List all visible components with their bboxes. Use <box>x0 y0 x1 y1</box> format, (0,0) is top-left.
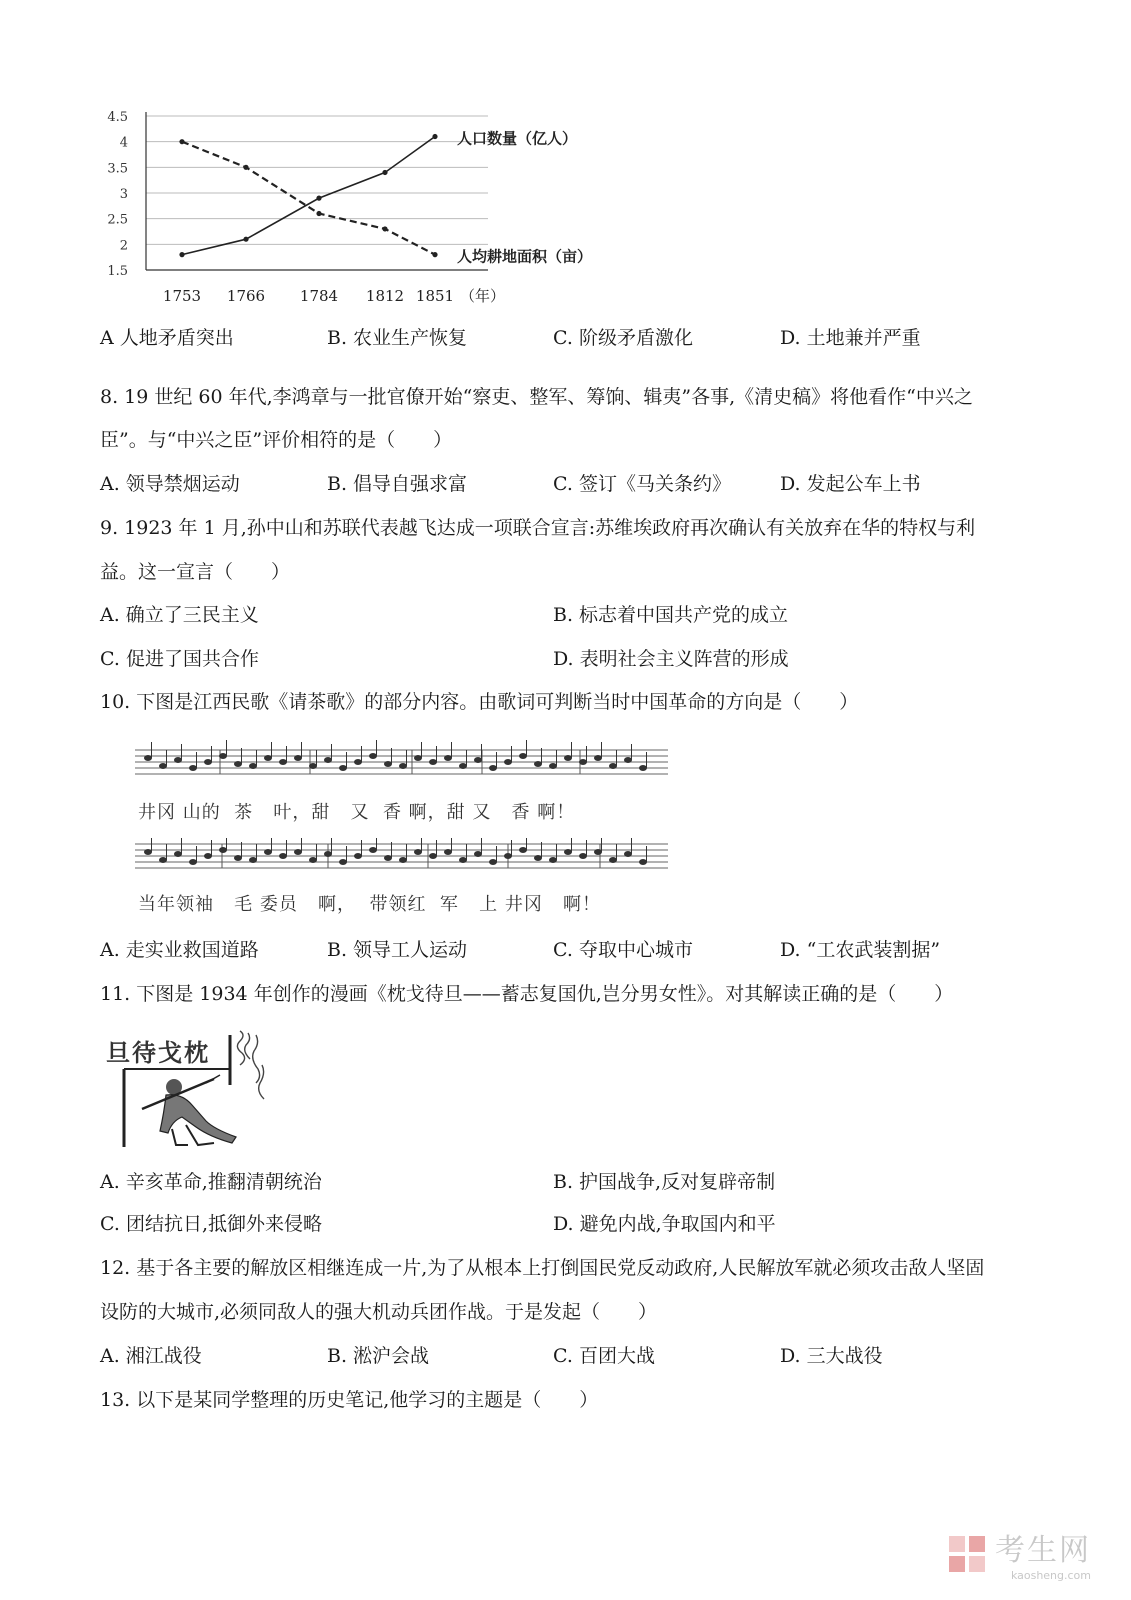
note-head <box>174 851 182 857</box>
lyrics-line-1: 井冈 山的 茶 叶，甜 又 香 啊，甜 又 香 啊！ <box>138 802 576 823</box>
q9-stem-line1: 9. 1923 年 1 月,孙中山和苏联代表越飞达成一项联合宣言:苏维埃政府再次确认有关放弃在华的特权与利 <box>100 517 976 539</box>
data-point <box>382 170 387 175</box>
note-head <box>339 859 347 865</box>
q10-option-d[interactable]: D. “工农武装割据” <box>780 939 941 961</box>
note-head <box>399 763 407 769</box>
note-head <box>444 755 452 761</box>
q10-stem: 10. 下图是江西民歌《请茶歌》的部分内容。由歌词可判断当时中国革命的方向是（ ） <box>100 691 859 713</box>
q7-option-a[interactable]: A 人地矛盾突出 <box>100 327 234 349</box>
q13-stem: 13. 以下是某同学整理的历史笔记,他学习的主题是（ ） <box>100 1389 599 1411</box>
watermark-logo-icon <box>947 1534 987 1574</box>
data-point <box>382 226 387 231</box>
q12-option-a[interactable]: A. 湘江战役 <box>100 1345 202 1367</box>
note-head <box>609 857 617 863</box>
y-tick-label: 2.5 <box>107 212 128 228</box>
q7-option-c[interactable]: C. 阶级矛盾激化 <box>553 327 693 349</box>
x-axis-unit: （年） <box>460 287 506 305</box>
q10-option-c[interactable]: C. 夺取中心城市 <box>553 939 693 961</box>
note-head <box>219 847 227 853</box>
note-head <box>489 765 497 771</box>
note-head <box>534 855 542 861</box>
note-head <box>474 757 482 763</box>
note-head <box>309 857 317 863</box>
note-head <box>414 849 422 855</box>
data-point <box>432 252 437 257</box>
note-head <box>384 855 392 861</box>
note-head <box>264 755 272 761</box>
note-head <box>609 763 617 769</box>
note-head <box>489 859 497 865</box>
q11-stem: 11. 下图是 1934 年创作的漫画《枕戈待旦——蓄志复国仇,岂分男女性》。对其解读正确的是（ ） <box>100 983 954 1005</box>
note-head <box>474 851 482 857</box>
note-head <box>324 757 332 763</box>
note-head <box>339 765 347 771</box>
note-head <box>189 765 197 771</box>
series-label-1: 人口数量（亿人） <box>457 129 578 148</box>
note-head <box>279 759 287 765</box>
x-tick-label: 1812 <box>365 287 405 305</box>
music-score-row-2 <box>130 838 675 878</box>
note-head <box>144 755 152 761</box>
note-head <box>534 761 542 767</box>
x-tick-label: 1766 <box>226 287 266 305</box>
y-tick-label: 3 <box>119 187 128 202</box>
note-head <box>594 755 602 761</box>
note-head <box>234 855 242 861</box>
note-head <box>549 763 557 769</box>
note-head <box>579 759 587 765</box>
note-head <box>384 761 392 767</box>
q8-option-d[interactable]: D. 发起公车上书 <box>780 473 921 495</box>
staff-row-1 <box>135 750 668 774</box>
note-head <box>264 849 272 855</box>
note-head <box>219 753 227 759</box>
q11-option-d[interactable]: D. 避免内战,争取国内和平 <box>553 1213 776 1235</box>
population-chart <box>100 100 640 315</box>
note-head <box>309 763 317 769</box>
note-head <box>549 857 557 863</box>
data-point <box>432 134 437 139</box>
q7-option-d[interactable]: D. 土地兼并严重 <box>780 327 921 349</box>
q11-option-b[interactable]: B. 护国战争,反对复辟帝制 <box>553 1171 776 1193</box>
series-line-1 <box>182 137 435 255</box>
note-head <box>639 859 647 865</box>
q12-option-c[interactable]: C. 百团大战 <box>553 1345 655 1367</box>
q11-option-a[interactable]: A. 辛亥革命,推翻清朝统治 <box>100 1171 322 1193</box>
note-head <box>594 849 602 855</box>
data-point <box>316 196 321 201</box>
watermark-text: 考生网 <box>995 1533 1091 1568</box>
x-tick-label: 1851 <box>415 287 455 305</box>
note-head <box>249 857 257 863</box>
note-head <box>564 755 572 761</box>
note-head <box>564 849 572 855</box>
q8-stem-line1: 8. 19 世纪 60 年代,李鸿章与一批官僚开始“察吏、整军、筹饷、辑夷”各事,《清史稿》将他看作“中兴之 <box>100 386 973 408</box>
q9-stem-line2: 益。这一宣言（ ） <box>100 561 291 583</box>
q9-option-d[interactable]: D. 表明社会主义阵营的形成 <box>553 648 789 670</box>
data-point <box>243 237 248 242</box>
q8-option-c[interactable]: C. 签订《马关条约》 <box>553 473 731 495</box>
note-head <box>279 853 287 859</box>
y-tick-label: 3.5 <box>107 161 128 177</box>
cartoon-title: 旦待戈枕 <box>106 1039 210 1067</box>
note-head <box>639 765 647 771</box>
series-line-2 <box>182 142 435 255</box>
q12-option-d[interactable]: D. 三大战役 <box>780 1345 883 1367</box>
note-head <box>174 757 182 763</box>
series-label-2: 人均耕地面积（亩） <box>457 247 593 266</box>
note-head <box>159 857 167 863</box>
q7-option-b[interactable]: B. 农业生产恢复 <box>327 327 468 349</box>
note-head <box>414 755 422 761</box>
note-head <box>294 849 302 855</box>
note-head <box>369 753 377 759</box>
y-tick-label: 2 <box>119 238 128 254</box>
cartoon-image <box>102 1025 272 1150</box>
note-head <box>204 853 212 859</box>
x-tick-label: 1753 <box>162 287 202 305</box>
y-tick-label: 4 <box>119 135 128 151</box>
note-head <box>159 763 167 769</box>
note-head <box>459 763 467 769</box>
note-head <box>234 761 242 767</box>
q12-stem-line1: 12. 基于各主要的解放区相继连成一片,为了从根本上打倒国民党反动政府,人民解放军就必须攻击敌人坚固 <box>100 1257 985 1279</box>
data-point <box>316 211 321 216</box>
note-head <box>189 859 197 865</box>
note-head <box>504 759 512 765</box>
note-head <box>429 759 437 765</box>
q12-stem-line2: 设防的大城市,必须同敌人的强大机动兵团作战。于是发起（ ） <box>100 1301 658 1323</box>
y-tick-label: 4.5 <box>107 110 128 125</box>
note-head <box>624 757 632 763</box>
watermark <box>947 1525 1091 1582</box>
note-head <box>354 853 362 859</box>
x-tick-label: 1784 <box>299 287 339 305</box>
q10-option-b[interactable]: B. 领导工人运动 <box>327 939 468 961</box>
note-head <box>579 853 587 859</box>
note-head <box>459 857 467 863</box>
note-head <box>399 857 407 863</box>
lyrics-line-2: 当年领袖 毛 委员 啊， 带领红 军 上 井冈 啊！ <box>138 894 601 915</box>
q8-stem-line2: 臣”。与“中兴之臣”评价相符的是（ ） <box>100 429 453 451</box>
q11-option-c[interactable]: C. 团结抗日,抵御外来侵略 <box>100 1213 322 1235</box>
q9-option-c[interactable]: C. 促进了国共合作 <box>100 648 259 670</box>
q8-option-a[interactable]: A. 领导禁烟运动 <box>100 473 240 495</box>
note-head <box>519 753 527 759</box>
note-head <box>369 847 377 853</box>
q8-option-b[interactable]: B. 倡导自强求富 <box>327 473 468 495</box>
y-tick-label: 1.5 <box>107 264 128 279</box>
data-point <box>179 252 184 257</box>
note-head <box>429 853 437 859</box>
note-head <box>624 851 632 857</box>
note-head <box>519 847 527 853</box>
note-head <box>444 849 452 855</box>
q10-option-a[interactable]: A. 走实业救国道路 <box>100 939 259 961</box>
note-head <box>249 763 257 769</box>
q9-option-b[interactable]: B. 标志着中国共产党的成立 <box>553 604 789 626</box>
note-head <box>324 851 332 857</box>
watermark-url: kaosheng.com <box>1010 1569 1091 1582</box>
note-head <box>354 759 362 765</box>
note-head <box>204 759 212 765</box>
data-point <box>243 165 248 170</box>
q12-option-b[interactable]: B. 淞沪会战 <box>327 1345 430 1367</box>
note-head <box>504 853 512 859</box>
note-head <box>144 849 152 855</box>
note-head <box>294 755 302 761</box>
data-point <box>179 139 184 144</box>
q9-option-a[interactable]: A. 确立了三民主义 <box>100 604 259 626</box>
